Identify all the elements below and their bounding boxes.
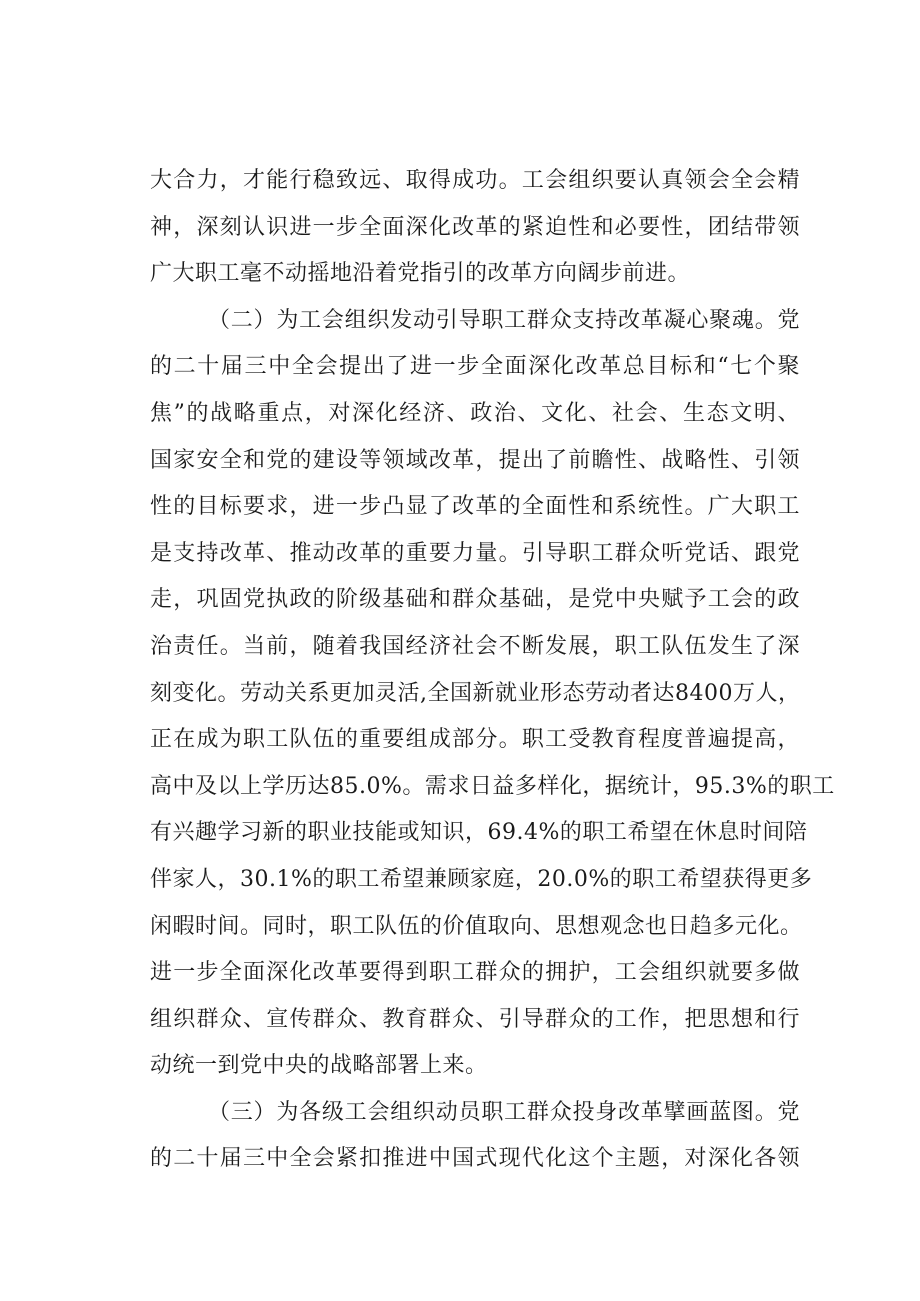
- text-line: 神，深刻认识进一步全面深化改革的紧迫性和必要性，团结带领: [150, 214, 800, 240]
- text-line: 广大职工毫不动摇地沿着党指引的改革方向阔步前进。: [150, 261, 691, 287]
- text-line: 有兴趣学习新的职业技能或知识，69.4%的职工希望在休息时间陪: [150, 820, 808, 846]
- text-line: 国家安全和党的建设等领域改革，提出了前瞻性、战略性、引领: [150, 447, 800, 473]
- text-line: 的二十届三中全会紧扣推进中国式现代化这个主题，对深化各领: [150, 1146, 800, 1172]
- text-line: 闲暇时间。同时，职工队伍的价值取向、思想观念也日趋多元化。: [150, 913, 803, 939]
- text-line: 正在成为职工队伍的重要组成部分。职工受教育程度普遍提高，: [150, 727, 800, 753]
- text-line: 焦”的战略重点，对深化经济、政治、文化、社会、生态文明、: [150, 400, 800, 426]
- text-line: 动统一到党中央的战略部署上来。: [150, 1053, 488, 1079]
- text-line: 性的目标要求，进一步凸显了改革的全面性和系统性。广大职工: [150, 494, 800, 520]
- text-line: 伴家人，30.1%的职工希望兼顾家庭，20.0%的职工希望获得更多: [150, 866, 813, 892]
- text-line: 治责任。当前，随着我国经济社会不断发展，职工队伍发生了深: [150, 633, 800, 659]
- text-line: 高中及以上学历达85.0%。需求日益多样化，据统计，95.3%的职工: [150, 773, 835, 799]
- text-line: （二）为工会组织发动引导职工群众支持改革凝心聚魂。党: [208, 307, 800, 333]
- text-line: （三）为各级工会组织动员职工群众投身改革擘画蓝图。党: [208, 1099, 800, 1125]
- text-line: 组织群众、宣传群众、教育群众、引导群众的工作，把思想和行: [150, 1006, 800, 1032]
- text-line: 进一步全面深化改革要得到职工群众的拥护，工会组织就要多做: [150, 960, 800, 986]
- text-line: 的二十届三中全会提出了进一步全面深化改革总目标和“七个聚: [150, 354, 800, 380]
- text-line: 大合力，才能行稳致远、取得成功。工会组织要认真领会全会精: [150, 168, 800, 193]
- text-line: 是支持改革、推动改革的重要力量。引导职工群众听党话、跟党: [150, 540, 800, 566]
- text-line: 刻变化。劳动关系更加灵活,全国新就业形态劳动者达8400万人，: [150, 680, 801, 706]
- document-page: [150, 158, 835, 1183]
- text-line: 走，巩固党执政的阶级基础和群众基础，是党中央赋予工会的政: [150, 587, 800, 613]
